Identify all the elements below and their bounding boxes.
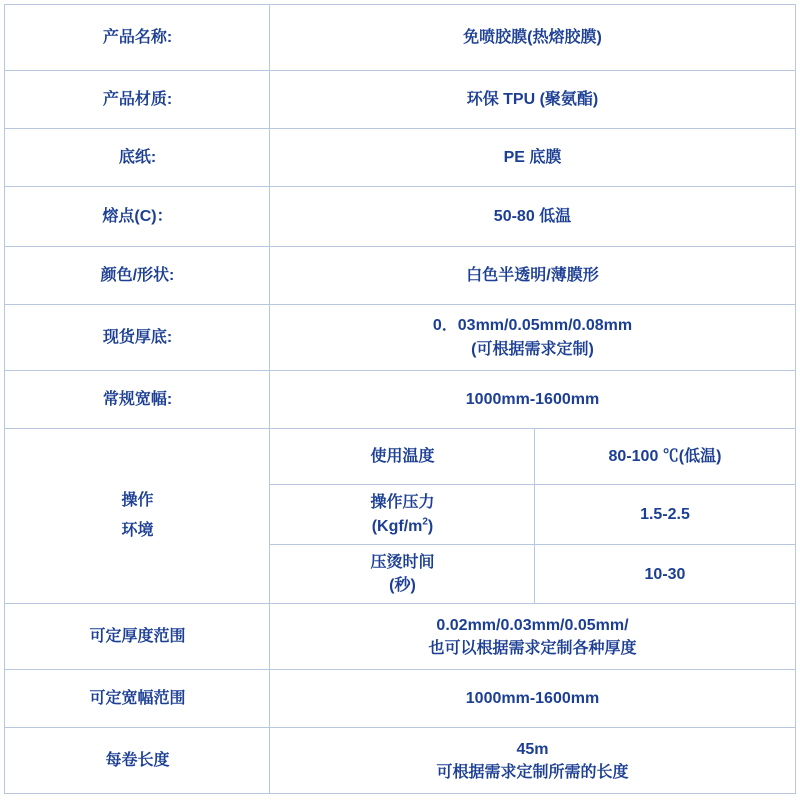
row-label-stock-thickness: 现货厚底: [5,305,270,371]
stock-thickness-line1: 0．03mm/0.05mm/0.08mm [432,317,633,335]
product-specification-table [4,4,795,794]
row-value-color-shape: 白色半透明/薄膜形 [270,247,795,305]
row-label-standard-width: 常规宽幅: [5,371,270,429]
sub-value-operating-pressure: 1.5-2.5 [535,485,795,545]
table-row [5,71,795,129]
table-row [5,305,795,371]
table-row [5,604,795,670]
sub-label-operating-pressure [270,485,535,545]
row-label-base-paper: 底纸: [5,129,270,187]
row-label-operating-environment [5,429,270,604]
row-label-roll-length: 每卷长度 [5,728,270,794]
row-label-custom-thickness-range: 可定厚度范围 [5,604,270,670]
row-label-product-name: 产品名称: [5,5,270,71]
stock-thickness-line2: (可根据需求定制) [471,340,594,358]
row-value-custom-width-range: 1000mm-1600mm [270,670,795,728]
row-value-material: 环保 TPU (聚氨酯) [270,71,795,129]
sub-value-pressing-time: 10-30 [535,545,795,604]
operating-pressure-unit: (Kgf/m [371,517,423,535]
table-row [5,5,795,71]
table-row [5,728,795,794]
sub-label-use-temperature: 使用温度 [270,429,535,485]
table-row-environment [5,429,795,485]
roll-length-line2: 可根据需求定制所需的长度 [436,763,629,781]
row-label-custom-width-range: 可定宽幅范围 [5,670,270,728]
sub-label-pressing-time [270,545,535,604]
pressing-time-line2: (秒) [389,577,416,595]
row-label-melting-point: 熔点(C)： [5,187,270,247]
table-row [5,371,795,429]
table-row [5,187,795,247]
environment-label-line2: 环境 [121,522,154,540]
row-value-melting-point: 50-80 低温 [270,187,795,247]
row-value-standard-width: 1000mm-1600mm [270,371,795,429]
operating-pressure-line1: 操作压力 [370,494,435,512]
row-value-custom-thickness-range [270,604,795,670]
row-value-base-paper: PE 底膜 [270,129,795,187]
row-value-product-name: 免喷胶膜(热熔胶膜) [270,5,795,71]
table-row [5,247,795,305]
row-value-stock-thickness [270,305,795,371]
custom-thickness-line1: 0.02mm/0.03mm/0.05mm/ [436,616,629,634]
roll-length-line1: 45m [516,740,549,758]
row-label-color-shape: 颜色/形状: [5,247,270,305]
pressing-time-line1: 压烫时间 [370,554,435,571]
operating-pressure-exponent: 2 [422,516,428,528]
row-value-roll-length [270,728,795,794]
operating-pressure-line2 [274,515,530,538]
environment-label-line1: 操作 [121,491,154,509]
sub-value-use-temperature: 80-100 ℃(低温) [535,429,795,485]
row-label-material: 产品材质: [5,71,270,129]
table-row [5,129,795,187]
custom-thickness-line2: 也可以根据需求定制各种厚度 [428,639,637,657]
table-row [5,670,795,728]
operating-pressure-unit-tail: ) [427,517,434,535]
